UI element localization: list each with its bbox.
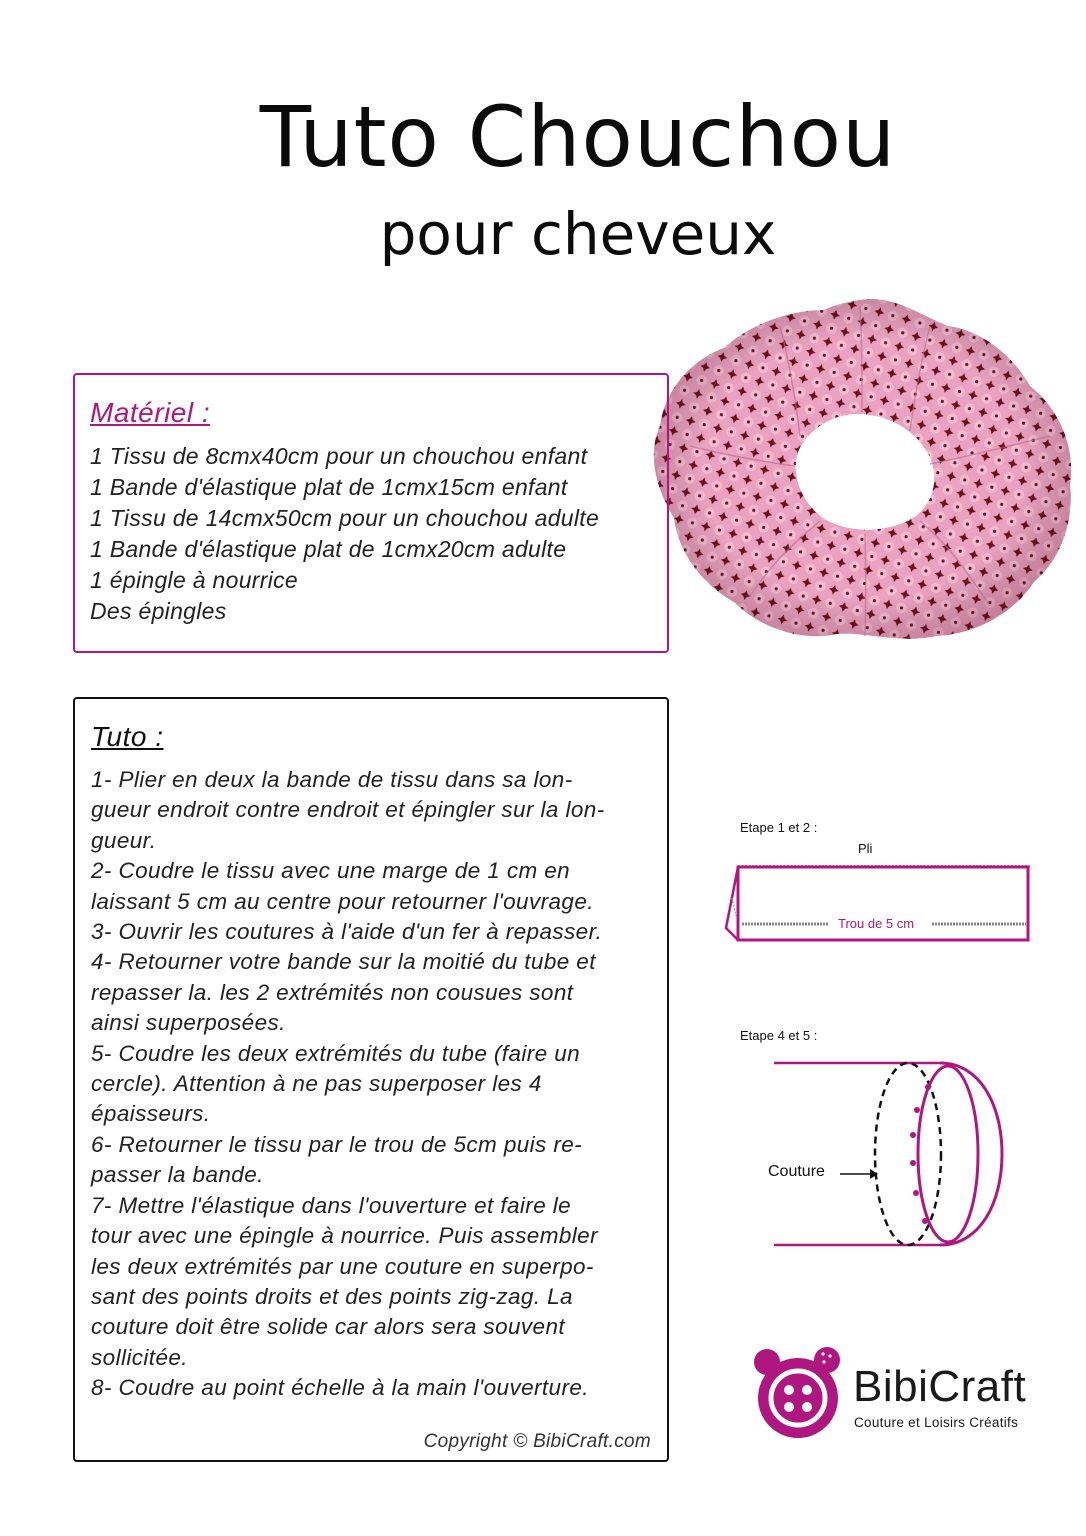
seam-label: Couture	[768, 1163, 825, 1180]
fold-label: Pli	[858, 841, 873, 856]
step-4-5-label: Etape 4 et 5 :	[740, 1028, 818, 1043]
tutorial-line: 3- Ouvrir les coutures à l'aide d'un fer à repasser.	[91, 919, 603, 945]
tutorial-line: tour avec une épingle à nourrice. Puis assembler	[91, 1223, 598, 1249]
scrunchie-photo	[630, 296, 1080, 641]
tutorial-line: 6- Retourner le tissu par le trou de 5cm puis re-	[91, 1131, 583, 1157]
materials-item: Des épingles	[90, 598, 227, 624]
step-4-5-diagram	[770, 1055, 1010, 1255]
tutorial-line: 2- Coudre le tissu avec une marge de 1 cm en	[91, 858, 571, 884]
materials-box	[73, 373, 669, 653]
materials-item: 1 Tissu de 14cmx50cm pour un chouchou adulte	[90, 505, 600, 531]
tutorial-line: couture doit être solide car alors sera souvent	[91, 1314, 566, 1340]
page-title: Tuto Chouchou	[259, 88, 897, 186]
tutorial-box	[73, 697, 669, 1462]
bibicraft-logo-text: BibiCraft	[853, 1362, 1027, 1411]
materials-item: 1 Bande d'élastique plat de 1cmx15cm enfant	[90, 474, 568, 500]
hole-label: Trou de 5 cm	[838, 916, 915, 931]
bibicraft-tagline: Couture et Loisirs Créatifs	[854, 1415, 1019, 1430]
materials-item: 1 épingle à nourrice	[90, 567, 299, 593]
tutorial-line: 1- Plier en deux la bande de tissu dans sa lon-	[91, 767, 573, 792]
bibicraft-logo-icon	[753, 1346, 848, 1441]
tutorial-line: gueur endroit contre endroit et épingler sur la lon-	[91, 797, 605, 823]
materials-heading: Matériel :	[90, 397, 211, 428]
tutorial-line: cercle). Attention à ne pas superposer les 4	[91, 1071, 542, 1097]
tutorial-line: 4- Retourner votre bande sur la moitié du tube et	[91, 949, 596, 975]
tutorial-heading: Tuto :	[91, 721, 164, 752]
tutorial-line: 7- Mettre l'élastique dans l'ouverture et faire le	[91, 1192, 572, 1218]
copyright-notice: Copyright © BibiCraft.com	[423, 1431, 651, 1452]
tutorial-line: passer la bande.	[91, 1162, 264, 1188]
tutorial-line: repasser la. les 2 extrémités non cousues sont	[91, 979, 574, 1005]
materials-item: 1 Tissu de 8cmx40cm pour un chouchou enfant	[90, 443, 588, 469]
tutorial-line: 8- Coudre au point échelle à la main l'ouverture.	[91, 1375, 589, 1401]
step-1-2-diagram	[722, 856, 1034, 946]
tutorial-line: sant des points droits et des points zig-zag. La	[91, 1283, 573, 1309]
tutorial-line: laissant 5 cm au centre pour retourner l'ouvrage.	[91, 888, 594, 914]
tutorial-line: les deux extrémités par une couture en superpo-	[91, 1253, 594, 1279]
step-1-2-label: Etape 1 et 2 :	[740, 820, 818, 835]
materials-item: 1 Bande d'élastique plat de 1cmx20cm adulte	[90, 536, 567, 562]
tutorial-steps	[91, 765, 661, 1404]
tutorial-line: épaisseurs.	[91, 1101, 211, 1127]
tutorial-line: ainsi superposées.	[91, 1010, 286, 1036]
tutorial-line: gueur.	[91, 827, 157, 853]
tutorial-line: 5- Coudre les deux extrémités du tube (faire un	[91, 1040, 581, 1066]
page-subtitle: pour cheveux	[379, 200, 777, 268]
tutorial-line: sollicitée.	[91, 1344, 188, 1370]
